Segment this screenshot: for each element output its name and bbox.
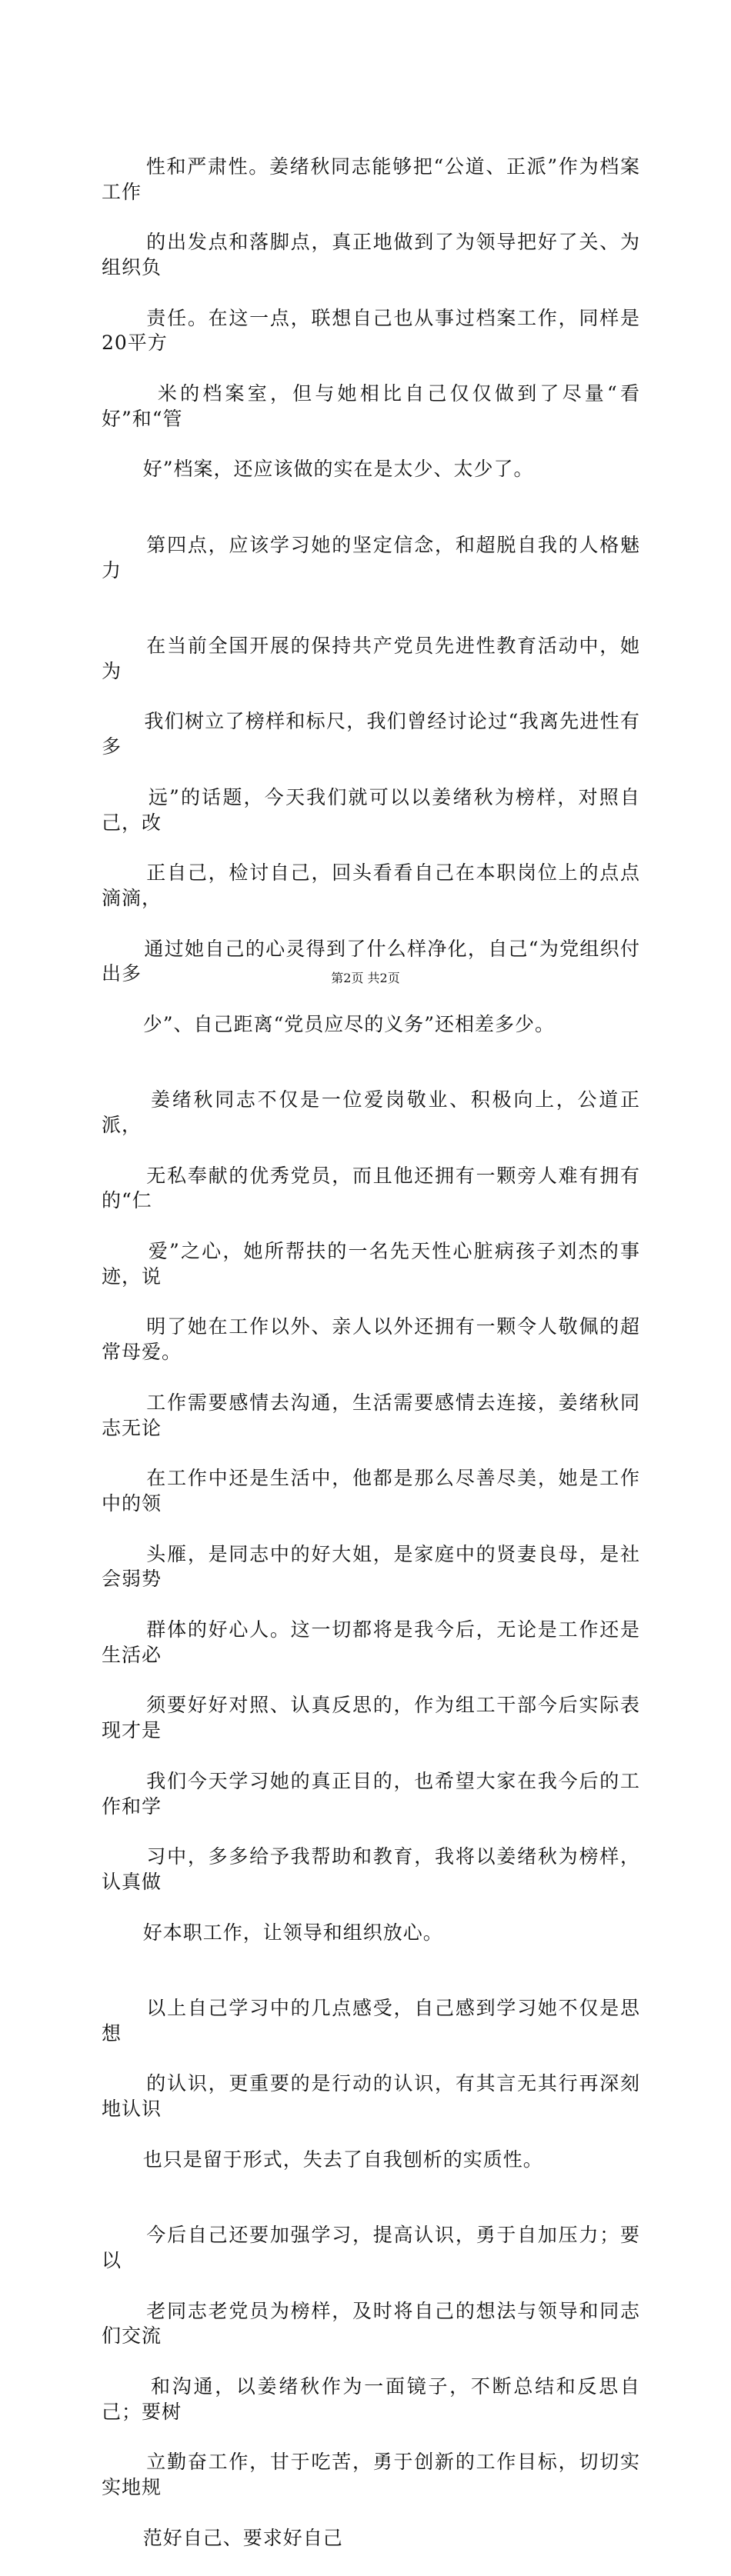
text-line: 也只是留于形式，失去了自我刨析的实质性。	[142, 2148, 543, 2171]
text-line: 爱”之心，她所帮扶的一名先天性心脏病孩子刘杰的事迹，说	[102, 1240, 640, 1288]
paragraph	[102, 608, 640, 1062]
text-line: 今后自己还要加强学习，提高认识，勇于自加压力；要以	[102, 2224, 640, 2271]
text-line: 范好自己、要求好自己	[142, 2526, 343, 2549]
text-line: 以上自己学习中的几点感受，自己感到学习她不仅是思想	[102, 1996, 640, 2044]
text-line: 远”的话题，今天我们就可以以姜绪秋为榜样，对照自己，改	[102, 785, 640, 834]
text-line: 明了她在工作以外、亲人以外还拥有一颗令人敬佩的超常母爱。	[102, 1315, 640, 1364]
text-line: 群体的好心人。这一切都将是我今后，无论是工作还是生活必	[102, 1618, 640, 1666]
text-line: 责任。在这一点，联想自己也从事过档案工作，同样是20平方	[102, 306, 640, 355]
text-line: 姜绪秋同志不仅是一位爱岗敬业、积极向上，公道正派，	[102, 1088, 640, 1137]
paragraph	[102, 1971, 640, 2198]
text-line: 少”、自己距离“党员应尽的义务”还相差多少。	[142, 1012, 556, 1035]
text-line: 我们今天学习她的真正目的，也希望大家在我今后的工作和学	[102, 1769, 640, 1818]
text-line: 性和严肃性。姜绪秋同志能够把“公道、正派”作为档案工作	[102, 155, 640, 203]
text-line: 的出发点和落脚点，真正地做到了为领导把好了关、为组织负	[102, 231, 640, 278]
text-line: 正自己，检讨自己，回头看看自己在本职岗位上的点点滴滴，	[102, 861, 640, 909]
paragraph	[102, 2198, 640, 2576]
text-line: 好”档案，还应该做的实在是太少、太少了。	[142, 458, 534, 481]
text-line: 头雁，是同志中的好大姐，是家庭中的贤妻良母，是社会弱势	[102, 1542, 640, 1591]
text-line: 工作需要感情去沟通，生活需要感情去连接，姜绪秋同志无论	[102, 1391, 640, 1439]
text-line: 通过她自己的心灵得到了什么样净化，自己“为党组织付出多	[102, 937, 640, 985]
text-line: 和沟通，以姜绪秋作为一面镜子，不断总结和反思自己；要树	[102, 2374, 640, 2423]
paragraph	[102, 1062, 640, 1971]
paragraph-continuation	[102, 129, 640, 508]
text-line: 好本职工作，让领导和组织放心。	[142, 1921, 443, 1944]
page-footer	[0, 971, 731, 986]
text-line: 在当前全国开展的保持共产党员先进性教育活动中，她为	[102, 634, 640, 682]
text-line: 无私奉献的优秀党员，而且他还拥有一颗旁人难有拥有的“仁	[102, 1164, 640, 1212]
text-line: 习中，多多给予我帮助和教育，我将以姜绪秋为榜样，认真做	[102, 1845, 640, 1893]
section-heading-point-four	[102, 508, 640, 608]
text-line: 的认识，更重要的是行动的认识，有其言无其行再深刻地认识	[102, 2072, 640, 2121]
text-line: 第四点，应该学习她的坚定信念，和超脱自我的人格魅力	[102, 533, 640, 582]
text-line: 老同志老党员为榜样，及时将自己的想法与领导和同志们交流	[102, 2299, 640, 2348]
body-text	[102, 129, 640, 2576]
text-line: 米的档案室，但与她相比自己仅仅做到了尽量“看好”和“管	[102, 382, 640, 430]
text-line: 在工作中还是生活中，他都是那么尽善尽美，她是工作中的领	[102, 1467, 640, 1515]
text-line: 立勤奋工作，甘于吃苦，勇于创新的工作目标，切切实实地规	[102, 2451, 640, 2499]
page-number: 第2页 共2页	[331, 971, 400, 985]
text-line: 我们树立了榜样和标尺，我们曾经讨论过“我离先进性有多	[102, 710, 640, 758]
text-line: 须要好好对照、认真反思的，作为组工干部今后实际表现才是	[102, 1694, 640, 1742]
